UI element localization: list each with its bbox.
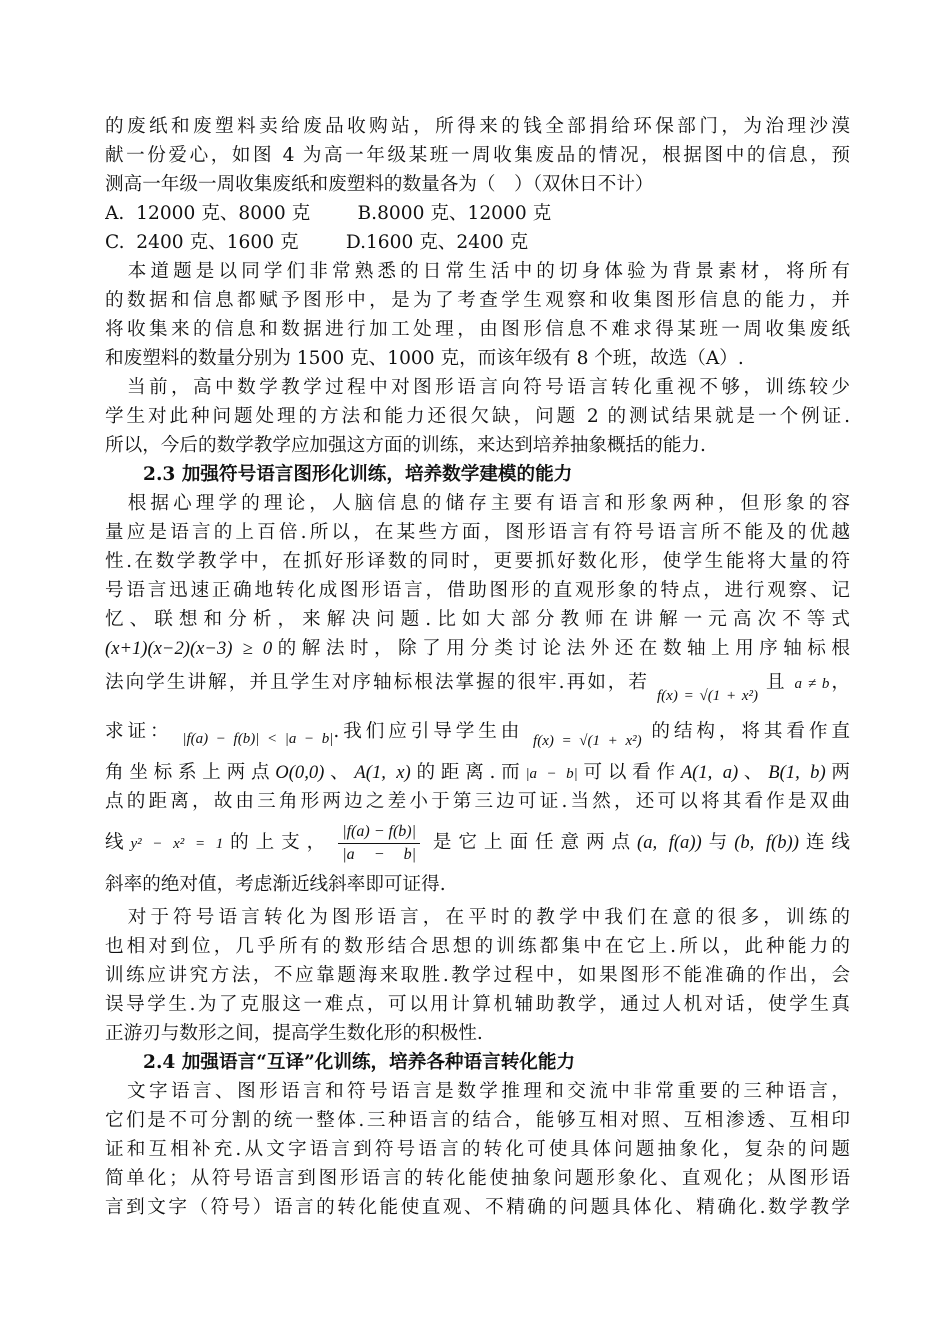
text-span: 、 [738,762,769,783]
text-span: 与 [701,832,735,853]
point-a-a: A(1, a) [680,762,739,783]
text-span: 法向学生讲解，并且学生对序轴标根法掌握的很牢.再如，若 [105,672,650,693]
text-line: 对于符号语言转化为图形语言，在平时的教学中我们在意的很多，训练的 [105,907,850,928]
text-line: 号语言迅速正确地转化成图形语言，借助图形的直观形象的特点，进行观察、记 [105,580,850,601]
text-line: 证和互相补充.从文字语言到符号语言的转化可使具体问题抽象化，复杂的问题 [105,1139,850,1160]
text-line: 将收集来的信息和数据进行加工处理，由图形信息不难求得某班一周收集废纸 [105,319,850,340]
text-span: 角坐标系上两点 [105,762,276,783]
text-span: 求证： [105,721,173,742]
text-line: 根据心理学的理论，人脑信息的储存主要有语言和形象两种，但形象的容 [105,493,850,514]
option-line-cd: C. 2400 克、1600 克 D.1600 克、2400 克 [105,232,529,253]
fraction-denominator: |a − b| [342,845,416,863]
section-heading-2-4: 2.4 加强语言“互译”化训练，培养各种语言转化能力 [143,1052,576,1073]
inequality-formula: (x+1)(x−2)(x−3) ≥ 0 [105,638,273,659]
text-span: 的上支， [223,832,333,853]
text-span: 、 [324,762,355,783]
slope-fraction [338,821,420,866]
paragraph-analysis [105,257,850,373]
point-o: O(0,0) [275,762,325,783]
text-line: 本道题是以同学们非常熟悉的日常生活中的切身体验为背景素材，将所有 [105,261,850,282]
text-line: 性.在数学教学中，在抓好形译数的同时，更要抓好数化形，使学生能将大量的符 [105,551,850,572]
text-line: 它们是不可分割的统一整体.三种语言的结合，能够互相对照、互相渗透、互相印 [105,1110,850,1131]
text-line: 学生对此种问题处理的方法和能力还很欠缺，问题 2 的测试结果就是一个例证. [105,406,850,427]
text-span: 的距离.而 [410,762,526,783]
text-line: 和废塑料的数量分别为 1500 克、1000 克，而该年级有 8 个班，故选（A）. [105,348,744,369]
point-a-fa: (a, f(a)) [637,832,702,853]
text-line: 言到文字（符号）语言的转化能使直观、不精确的问题具体化、精确化.数学教学 [105,1197,850,1218]
text-line: 当前，高中数学教学过程中对图形语言向符号语言转化重视不够，训练较少 [105,377,850,398]
hyperbola-line [105,816,850,870]
target-inequality-formula: |f(a) − f(b)| < |a − b| [182,731,334,747]
point-b-b: B(1, b) [768,762,826,783]
a-not-equal-b-formula: a ≠ b [794,676,830,692]
text-span: 的结构，将其看作直 [651,721,850,742]
function-formula: f(x) = √(1 + x²) [533,733,642,749]
text-line: 点的距离，故由三角形两边之差小于第三边可证.当然，还可以将其看作是双曲 [105,791,850,812]
fraction-numerator: |f(a) − f(b)| [338,821,420,844]
text-span: 是它上面任意两点 [426,832,637,853]
text-line: 简单化；从符号语言到图形语言的转化能使抽象问题形象化、直观化；从图形语 [105,1168,850,1189]
paragraph-psychology [105,489,850,709]
text-line: 斜率的绝对值，考虑渐近线斜率即可证得. [105,874,446,895]
text-line: 献一份爱心，如图 4 为高一年级某班一周收集废品的情况，根据图中的信息，预 [105,145,850,166]
text-span: 线 [105,832,131,853]
text-line: 也相对到位，几乎所有的数形结合思想的训练都集中在它上.所以，此种能力的 [105,936,850,957]
section-heading-2-3: 2.3 加强符号语言图形化训练，培养数学建模的能力 [143,464,573,485]
text-line: 量应是语言的上百倍.所以，在某些方面，图形语言有符号语言所不能及的优越 [105,522,850,543]
text-span: 两 [825,762,850,783]
paragraph-three-languages [105,1077,850,1222]
proof-line [105,709,850,755]
function-line [105,663,850,709]
text-line: 的废纸和废塑料卖给废品收购站，所得来的钱全部捐给环保部门，为治理沙漠 [105,116,850,137]
text-span: 可以看作 [577,762,681,783]
text-line: 误导学生.为了克服这一难点，可以用计算机辅助教学，通过人机对话，使学生真 [105,994,850,1015]
inequality-line [105,634,850,663]
function-formula: f(x) = √(1 + x²) [657,688,759,704]
text-span: 连线 [798,832,850,853]
text-line: 所以，今后的数学教学应加强这方面的训练，来达到培养抽象概括的能力. [105,435,706,456]
text-line: 训练应讲究方法，不应靠题海来取胜.教学过程中，如果图形不能准确的作出，会 [105,965,850,986]
text-line: 测高一年级一周收集废纸和废塑料的数量各为（ ）（双休日不计） [105,174,654,195]
text-line: 的数据和信息都赋予图形中，是为了考查学生观察和收集图形信息的能力，并 [105,290,850,311]
abs-a-minus-b: |a − b| [525,766,578,782]
paragraph-recycling-question [105,112,850,257]
hyperbola-formula: y² − x² = 1 [130,836,224,852]
text-line: 文字语言、图形语言和符号语言是数学推理和交流中非常重要的三种语言， [105,1081,850,1102]
paragraph-current-status [105,373,850,460]
text-span: 的解法时，除了用分类讨论法外还在数轴上用序轴标根 [272,638,850,659]
points-line [105,755,850,787]
text-span: ， [829,672,850,693]
document-page [105,112,850,1222]
text-line: 忆、联想和分析，来解决问题.比如大部分教师在讲解一元高次不等式 [105,609,850,630]
option-line-ab: A. 12000 克、8000 克 B.8000 克、12000 克 [105,203,552,224]
point-b-fb: (b, f(b)) [734,832,799,853]
point-a-x: A(1, x) [354,762,411,783]
text-line: 正游刃与数形之间，提高学生数化形的积极性. [105,1023,483,1044]
text-span: 且 [765,672,787,693]
text-span: .我们应引导学生由 [333,721,524,742]
paragraph-symbol-to-graph [105,903,850,1048]
